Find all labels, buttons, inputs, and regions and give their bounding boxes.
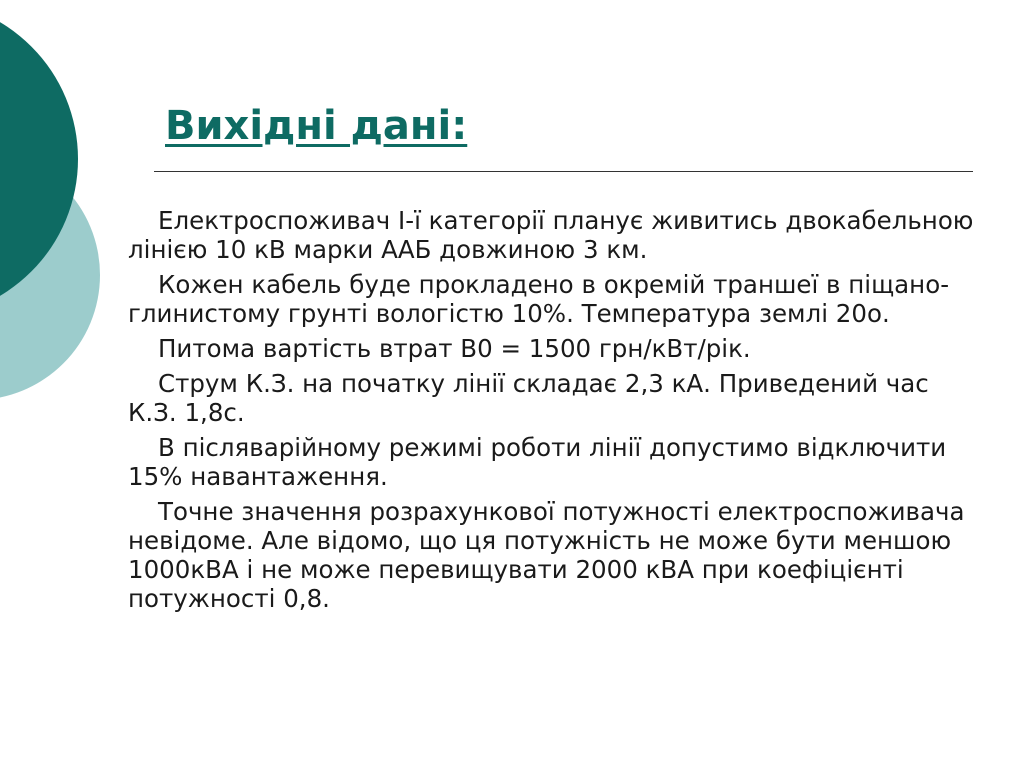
paragraph-short-circuit: Струм К.З. на початку лінії складає 2,3 кА. Приведений час К.З. 1,8с. [128,369,929,427]
slide-body [128,206,978,619]
paragraph-power-range: Точне значення розрахункової потужності електроспоживача невідоме. Але відомо, що ця потужність не може бути меншою 1000кВА і не може перевищувати 2000 кВА при коефіцієнті потужності 0,8. [128,497,965,613]
paragraph-post-emergency: В післяварійному режимі роботи лінії допустимо відключити 15% навантаження. [128,433,947,491]
paragraph-consumer: Електроспоживач І-ї категорії планує живитись двокабельною лінією 10 кВ марки ААБ довжиною 3 км. [128,206,974,264]
title-divider [154,171,973,172]
paragraph-loss-cost: Питома вартість втрат В0 = 1500 грн/кВт/рік. [158,334,751,363]
slide-title: Вихідні дані: [165,103,468,149]
paragraph-cable-laying: Кожен кабель буде прокладено в окремій траншеї в піщано-глинистому грунті вологістю 10%. Температура землі 20о. [128,270,950,328]
